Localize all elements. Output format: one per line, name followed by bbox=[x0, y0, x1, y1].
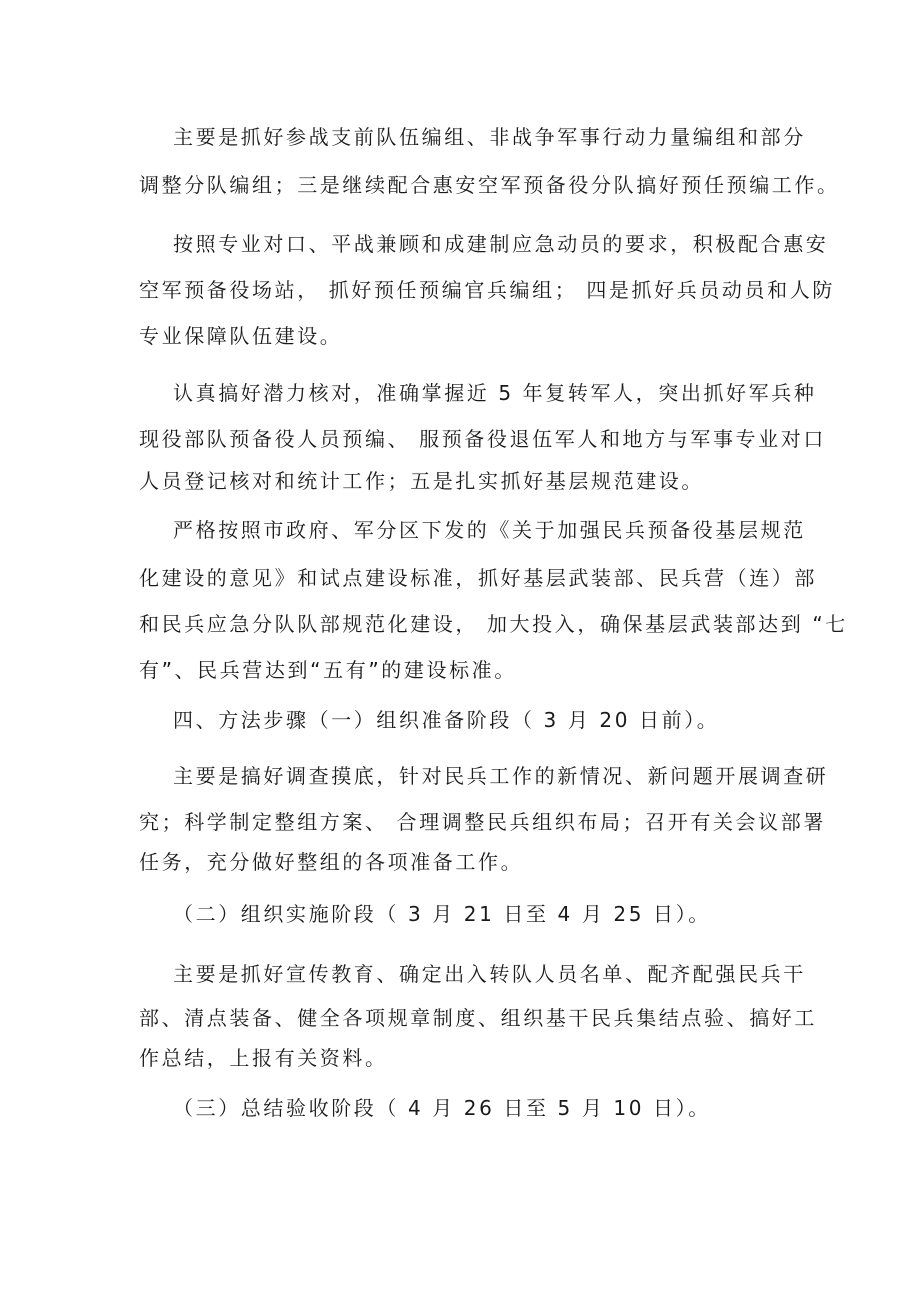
text-line: 部、清点装备、健全各项规章制度、组织基干民兵集结点验、搞好工 bbox=[139, 1006, 817, 1030]
text-line: 按照专业对口、平战兼顾和成建制应急动员的要求，积极配合惠安 bbox=[173, 232, 829, 256]
text-line: 认真搞好潜力核对，准确掌握近 5 年复转军人，突出抓好军兵种 bbox=[173, 381, 817, 405]
section-heading: （三）总结验收阶段（ 4 月 26 日至 5 月 10 日）。 bbox=[173, 1096, 711, 1120]
text-line: 主要是抓好宣传教育、确定出入转队人员名单、配齐配强民兵干 bbox=[173, 962, 806, 986]
section-heading: 四、方法步骤（一）组织准备阶段（ 3 月 20 日前）。 bbox=[173, 708, 720, 732]
text-line: 化建设的意见》和试点建设标准，抓好基层武装部、民兵营（连）部 bbox=[139, 566, 817, 590]
text-line: 调整分队编组；三是继续配合惠安空军预备役分队搞好预任预编工作。 bbox=[139, 173, 840, 197]
text-line: 究；科学制定整组方案、 合理调整民兵组织布局；召开有关会议部署 bbox=[139, 810, 826, 834]
text-line: 和民兵应急分队队部规范化建设， 加大投入，确保基层武装部达到 “七 bbox=[139, 612, 848, 636]
text-line: 空军预备役场站， 抓好预任预编官兵编组； 四是抓好兵员动员和人防 bbox=[139, 278, 835, 302]
text-line: 任务，充分做好整组的各项准备工作。 bbox=[139, 850, 524, 874]
section-heading: （二）组织实施阶段（ 3 月 21 日至 4 月 25 日）。 bbox=[173, 902, 711, 926]
text-line: 现役部队预备役人员预编、 服预备役退伍军人和地方与军事专业对口 bbox=[139, 427, 826, 451]
text-line: 专业保障队伍建设。 bbox=[139, 324, 343, 348]
text-line: 主要是抓好参战支前队伍编组、非战争军事行动力量编组和部分 bbox=[173, 125, 806, 149]
text-line: 有”、民兵营达到“五有”的建设标准。 bbox=[139, 658, 517, 682]
text-line: 人员登记核对和统计工作；五是扎实抓好基层规范建设。 bbox=[139, 469, 704, 493]
text-line: 主要是搞好调查摸底，针对民兵工作的新情况、新问题开展调查研 bbox=[173, 764, 829, 788]
text-line: 严格按照市政府、军分区下发的《关于加强民兵预备役基层规范 bbox=[173, 518, 806, 542]
text-line: 作总结，上报有关资料。 bbox=[139, 1046, 388, 1070]
